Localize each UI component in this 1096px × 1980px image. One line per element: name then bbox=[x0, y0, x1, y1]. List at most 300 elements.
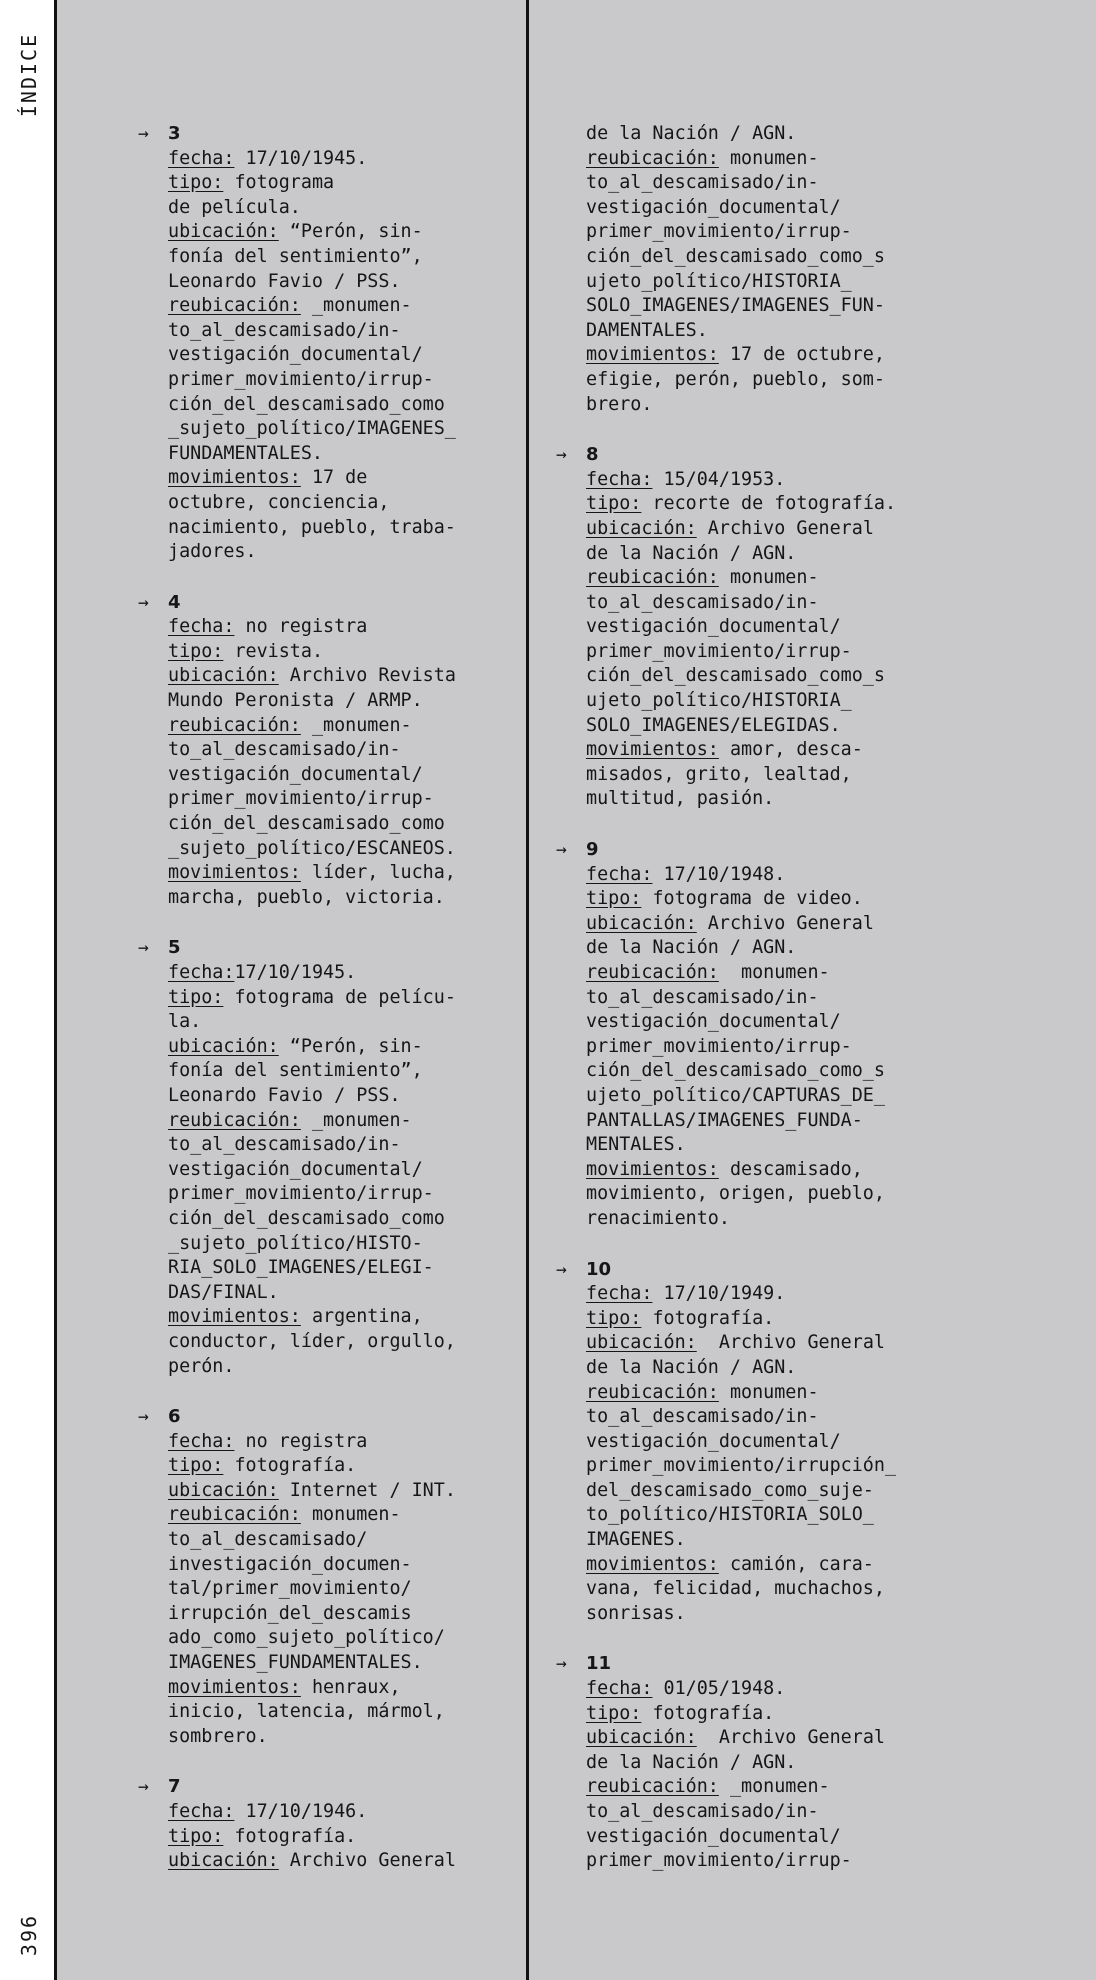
entry-line bbox=[138, 1281, 598, 1306]
field-value: del_descamisado_como_suje- bbox=[586, 1479, 874, 1501]
field-value: Leonardo Favio / PSS. bbox=[168, 270, 401, 292]
field-value: ción_del_descamisado_como_s bbox=[586, 245, 885, 267]
entry-line bbox=[556, 517, 1016, 542]
entry-line bbox=[556, 863, 1016, 888]
entry-line bbox=[138, 1528, 598, 1553]
field-value: IMAGENES. bbox=[586, 1529, 686, 1551]
entry-line bbox=[556, 1751, 1016, 1776]
field-value: 17/10/1946. bbox=[234, 1801, 368, 1822]
arrow-right-icon: → bbox=[138, 123, 149, 144]
entry-line bbox=[138, 986, 598, 1011]
entry-line bbox=[138, 1800, 598, 1825]
entry-line bbox=[556, 270, 1016, 295]
field-value: de la Nación / AGN. bbox=[586, 123, 797, 144]
entry-number: 5 bbox=[168, 937, 181, 959]
entry-line bbox=[138, 812, 598, 837]
entry-line bbox=[556, 393, 1016, 418]
field-label: reubicación: bbox=[168, 714, 301, 736]
entry-line bbox=[556, 319, 1016, 344]
index-entry bbox=[138, 591, 598, 911]
field-value: MENTALES. bbox=[586, 1134, 686, 1156]
index-entry bbox=[138, 1405, 598, 1749]
entry-line bbox=[138, 837, 598, 862]
entry-line bbox=[138, 196, 598, 221]
field-value: efigie, perón, pueblo, som- bbox=[586, 368, 885, 390]
entry-line bbox=[556, 1577, 1016, 1602]
entry-line bbox=[556, 689, 1016, 714]
entry-line bbox=[556, 1331, 1016, 1356]
field-label: reubicación: bbox=[168, 295, 301, 317]
entry-line bbox=[556, 122, 1016, 147]
field-value: ción_del_descamisado_como bbox=[168, 813, 445, 835]
arrow-right-icon: → bbox=[138, 591, 149, 613]
field-value: primer_movimiento/irrup- bbox=[586, 640, 852, 662]
entry-line bbox=[556, 1405, 1016, 1430]
index-column-right bbox=[556, 122, 1016, 1900]
field-value: _monumen- bbox=[300, 714, 412, 736]
entry-line bbox=[556, 1479, 1016, 1504]
field-value: 17/10/1945. bbox=[234, 962, 357, 983]
entry-line bbox=[556, 1381, 1016, 1406]
field-value: fotografía. bbox=[223, 1825, 357, 1847]
entry-line bbox=[138, 442, 598, 467]
entry-line bbox=[138, 1577, 598, 1602]
field-value: fotografía. bbox=[223, 1455, 357, 1477]
field-value: DAMENTALES. bbox=[586, 319, 708, 341]
field-value: descamisado, bbox=[718, 1158, 863, 1180]
field-value: misados, grito, lealtad, bbox=[586, 763, 852, 785]
arrow-right-icon: → bbox=[138, 937, 149, 959]
field-value: vestigación_documental/ bbox=[168, 344, 423, 366]
field-value: FUNDAMENTALES. bbox=[168, 442, 324, 464]
entry-line bbox=[556, 1133, 1016, 1158]
field-value: Archivo General bbox=[696, 1727, 885, 1749]
field-value: ado_como_sujeto_político/ bbox=[168, 1627, 445, 1649]
entry-line bbox=[556, 1109, 1016, 1134]
field-value: vestigación_documental/ bbox=[168, 1158, 423, 1180]
arrow-right-icon: → bbox=[556, 1258, 567, 1280]
entry-line bbox=[556, 787, 1016, 812]
entry-line bbox=[138, 1232, 598, 1257]
entry-line bbox=[556, 591, 1016, 616]
field-value: 17 de octubre, bbox=[718, 344, 885, 366]
entry-line bbox=[138, 147, 598, 172]
field-value: ción_del_descamisado_como_s bbox=[586, 1060, 885, 1082]
field-label: fecha: bbox=[586, 468, 653, 490]
entry-line bbox=[556, 368, 1016, 393]
entry-heading bbox=[556, 838, 1016, 863]
field-value: de película. bbox=[168, 196, 301, 218]
entry-line bbox=[556, 171, 1016, 196]
field-value: _monumen- bbox=[300, 1109, 412, 1131]
entry-line bbox=[138, 1330, 598, 1355]
entry-line bbox=[138, 294, 598, 319]
field-value: 17/10/1945. bbox=[234, 147, 368, 169]
field-value: ujeto_político/HISTORIA_ bbox=[586, 270, 852, 292]
field-value: to_al_descamisado/in- bbox=[586, 986, 819, 1008]
entry-heading bbox=[138, 936, 598, 961]
field-value: primer_movimiento/irrup- bbox=[168, 1183, 434, 1205]
field-value: DAS/FINAL. bbox=[168, 1281, 279, 1303]
field-label: tipo: bbox=[586, 1702, 642, 1724]
field-value: to_al_descamisado/in- bbox=[168, 319, 401, 341]
field-value: SOLO_IMAGENES/ELEGIDAS. bbox=[586, 714, 841, 736]
entry-number: 4 bbox=[168, 591, 181, 613]
entry-line bbox=[556, 1084, 1016, 1109]
field-value: vestigación_documental/ bbox=[586, 196, 841, 218]
field-value: PANTALLAS/IMAGENES_FUNDA- bbox=[586, 1109, 863, 1131]
field-value: vestigación_documental/ bbox=[586, 1430, 841, 1452]
entry-line bbox=[138, 689, 598, 714]
field-value: fotograma de video. bbox=[641, 888, 863, 910]
field-value: to_al_descamisado/in- bbox=[586, 1406, 819, 1428]
index-entry bbox=[138, 1775, 598, 1873]
entry-line bbox=[556, 343, 1016, 368]
entry-line bbox=[556, 936, 1016, 961]
field-value: primer_movimiento/irrup- bbox=[586, 1850, 852, 1872]
entry-line bbox=[556, 1800, 1016, 1825]
field-value: recorte de fotografía. bbox=[641, 493, 897, 515]
entry-line bbox=[556, 1307, 1016, 1332]
entry-line bbox=[556, 1602, 1016, 1627]
index-entry bbox=[556, 1258, 1016, 1627]
field-label: movimientos: bbox=[168, 1306, 301, 1328]
field-label: movimientos: bbox=[586, 1553, 719, 1575]
field-label: reubicación: bbox=[168, 1109, 301, 1131]
field-value: to_al_descamisado/in- bbox=[168, 739, 401, 761]
entry-line bbox=[556, 1702, 1016, 1727]
field-label: tipo: bbox=[586, 1307, 642, 1329]
index-column-left bbox=[138, 122, 598, 1900]
entry-line bbox=[138, 615, 598, 640]
field-label: ubicación: bbox=[586, 1332, 697, 1354]
field-value: amor, desca- bbox=[718, 739, 863, 761]
entry-line bbox=[138, 1849, 598, 1874]
entry-line bbox=[138, 466, 598, 491]
entry-heading bbox=[556, 443, 1016, 468]
entry-line bbox=[138, 1305, 598, 1330]
entry-line bbox=[556, 542, 1016, 567]
entry-line bbox=[138, 1084, 598, 1109]
field-label: reubicación: bbox=[586, 1381, 719, 1403]
field-value: perón. bbox=[168, 1355, 235, 1377]
field-value: SOLO_IMAGENES/IMAGENES_FUN- bbox=[586, 295, 885, 317]
field-value: ujeto_político/CAPTURAS_DE_ bbox=[586, 1084, 885, 1106]
field-value: investigación_documen- bbox=[168, 1553, 412, 1575]
field-value: to_al_descamisado/in- bbox=[586, 591, 819, 613]
entry-line bbox=[556, 1430, 1016, 1455]
field-value: ción_del_descamisado_como bbox=[168, 393, 445, 415]
entry-line bbox=[138, 1256, 598, 1281]
field-label: movimientos: bbox=[586, 1158, 719, 1180]
field-value: octubre, conciencia, bbox=[168, 491, 390, 513]
field-value: 01/05/1948. bbox=[652, 1678, 786, 1700]
entry-line bbox=[138, 220, 598, 245]
entry-line bbox=[138, 1503, 598, 1528]
entry-line bbox=[138, 516, 598, 541]
field-value: to_al_descamisado/in- bbox=[586, 172, 819, 194]
field-value: monumen- bbox=[718, 567, 819, 589]
entry-line bbox=[556, 763, 1016, 788]
entry-line bbox=[138, 171, 598, 196]
field-label: movimientos: bbox=[586, 344, 719, 366]
entry-line bbox=[138, 270, 598, 295]
field-value: sombrero. bbox=[168, 1725, 268, 1747]
entry-number: 7 bbox=[168, 1776, 181, 1798]
index-entry bbox=[556, 122, 1016, 417]
field-value: Archivo General bbox=[278, 1850, 456, 1872]
arrow-right-icon: → bbox=[138, 1776, 149, 1798]
entry-line bbox=[556, 245, 1016, 270]
field-value: argentina, bbox=[300, 1306, 423, 1328]
entry-line bbox=[138, 1430, 598, 1455]
entry-line bbox=[138, 1109, 598, 1134]
field-value: primer_movimiento/irrup- bbox=[586, 1035, 852, 1057]
entry-line bbox=[138, 1158, 598, 1183]
field-value: Mundo Peronista / ARMP. bbox=[168, 690, 423, 712]
index-entry bbox=[556, 443, 1016, 812]
field-value: multitud, pasión. bbox=[586, 788, 775, 810]
field-value: no registra bbox=[234, 1430, 368, 1452]
field-label: ubicación: bbox=[168, 1479, 279, 1501]
field-label: ubicación: bbox=[168, 221, 279, 243]
field-value: de la Nación / AGN. bbox=[586, 1751, 797, 1773]
entry-line bbox=[138, 664, 598, 689]
field-label: ubicación: bbox=[168, 665, 279, 687]
field-value: _sujeto_político/ESCANEOS. bbox=[168, 837, 456, 859]
field-label: reubicación: bbox=[586, 147, 719, 169]
field-value: sonrisas. bbox=[586, 1602, 686, 1624]
field-label: ubicación: bbox=[586, 1727, 697, 1749]
entry-line bbox=[138, 1651, 598, 1676]
field-label: tipo: bbox=[168, 1455, 224, 1477]
entry-line bbox=[556, 1553, 1016, 1578]
entry-line bbox=[556, 566, 1016, 591]
entry-heading bbox=[556, 1258, 1016, 1283]
field-value: camión, cara- bbox=[718, 1553, 874, 1575]
field-value: fotograma bbox=[223, 172, 335, 194]
field-value: nacimiento, pueblo, traba- bbox=[168, 516, 456, 538]
field-value: primer_movimiento/irrupción_ bbox=[586, 1455, 897, 1477]
field-value: fotografía. bbox=[641, 1307, 775, 1329]
field-value: 17/10/1949. bbox=[652, 1283, 786, 1305]
entry-line bbox=[138, 245, 598, 270]
entry-line bbox=[556, 640, 1016, 665]
field-label: reubicación: bbox=[586, 567, 719, 589]
field-label: fecha: bbox=[168, 147, 235, 169]
entry-line bbox=[556, 1035, 1016, 1060]
field-value: marcha, pueblo, victoria. bbox=[168, 886, 445, 908]
field-label: ubicación: bbox=[586, 912, 697, 934]
field-value: Archivo General bbox=[696, 517, 874, 539]
entry-line bbox=[138, 763, 598, 788]
index-entry bbox=[138, 936, 598, 1379]
entry-number: 11 bbox=[586, 1653, 612, 1675]
entry-line bbox=[138, 1479, 598, 1504]
field-label: tipo: bbox=[168, 640, 224, 662]
entry-line bbox=[556, 492, 1016, 517]
entry-line bbox=[556, 1182, 1016, 1207]
field-value: Archivo Revista bbox=[278, 665, 456, 687]
left-divider bbox=[54, 0, 57, 1980]
field-value: RIA_SOLO_IMAGENES/ELEGI- bbox=[168, 1257, 434, 1279]
field-label: fecha: bbox=[168, 616, 235, 638]
field-value: la. bbox=[168, 1011, 202, 1033]
field-value: primer_movimiento/irrup- bbox=[586, 221, 852, 243]
entry-line bbox=[556, 1454, 1016, 1479]
entry-line bbox=[556, 615, 1016, 640]
field-value: primer_movimiento/irrup- bbox=[168, 788, 434, 810]
field-value: “Perón, sin- bbox=[278, 1035, 423, 1057]
field-value: líder, lucha, bbox=[300, 862, 456, 884]
entry-line bbox=[138, 1454, 598, 1479]
entry-line bbox=[556, 664, 1016, 689]
field-value: primer_movimiento/irrup- bbox=[168, 368, 434, 390]
entry-line bbox=[556, 714, 1016, 739]
entry-line bbox=[556, 196, 1016, 221]
entry-number: 6 bbox=[168, 1406, 181, 1428]
field-value: fonía del sentimiento”, bbox=[168, 245, 423, 267]
field-label: ubicación: bbox=[168, 1035, 279, 1057]
entry-line bbox=[138, 1676, 598, 1701]
field-value: ción_del_descamisado_como_s bbox=[586, 665, 885, 687]
field-value: renacimiento. bbox=[586, 1207, 730, 1229]
entry-heading bbox=[138, 122, 598, 147]
entry-line bbox=[138, 319, 598, 344]
entry-line bbox=[556, 1282, 1016, 1307]
field-label: tipo: bbox=[586, 888, 642, 910]
field-label: movimientos: bbox=[586, 739, 719, 761]
entry-heading bbox=[138, 1405, 598, 1430]
entry-number: 3 bbox=[168, 123, 181, 144]
entry-line bbox=[138, 1355, 598, 1380]
field-value: fotograma de pelícu- bbox=[223, 986, 456, 1008]
section-label: ÍNDICE bbox=[17, 32, 41, 118]
entry-line bbox=[138, 1133, 598, 1158]
entry-line bbox=[138, 738, 598, 763]
page-number: 396 bbox=[17, 1913, 41, 1957]
entry-line bbox=[138, 540, 598, 565]
arrow-right-icon: → bbox=[556, 1653, 567, 1675]
field-label: tipo: bbox=[168, 1825, 224, 1847]
field-label: movimientos: bbox=[168, 1676, 301, 1698]
field-value: _sujeto_político/IMAGENES_ bbox=[168, 418, 456, 440]
entry-heading bbox=[138, 1775, 598, 1800]
field-value: 17 de bbox=[300, 467, 368, 489]
field-value: monumen- bbox=[718, 962, 830, 983]
entry-number: 9 bbox=[586, 839, 599, 861]
field-value: to_al_descamisado/in- bbox=[586, 1801, 819, 1822]
field-value: Internet / INT. bbox=[278, 1479, 456, 1501]
field-value: monumen- bbox=[300, 1504, 401, 1526]
field-value: movimiento, origen, pueblo, bbox=[586, 1183, 885, 1205]
field-label: movimientos: bbox=[168, 862, 301, 884]
field-value: vestigación_documental/ bbox=[586, 1011, 841, 1033]
field-value: fonía del sentimiento”, bbox=[168, 1060, 423, 1082]
entry-line bbox=[138, 640, 598, 665]
field-value: tal/primer_movimiento/ bbox=[168, 1578, 412, 1600]
field-value: _monumen- bbox=[300, 295, 412, 317]
entry-line bbox=[138, 886, 598, 911]
entry-line bbox=[556, 986, 1016, 1011]
index-entry bbox=[556, 1652, 1016, 1873]
field-value: revista. bbox=[223, 640, 324, 662]
arrow-right-icon: → bbox=[556, 839, 567, 861]
entry-line bbox=[556, 220, 1016, 245]
field-value: henraux, bbox=[300, 1676, 401, 1698]
entry-line bbox=[138, 1626, 598, 1651]
entry-line bbox=[556, 1825, 1016, 1850]
entry-line bbox=[556, 1775, 1016, 1800]
field-value: irrupción_del_descamis bbox=[168, 1602, 412, 1624]
field-value: inicio, latencia, mármol, bbox=[168, 1701, 445, 1723]
field-value: IMAGENES_FUNDAMENTALES. bbox=[168, 1652, 423, 1674]
field-value: monumen- bbox=[718, 147, 819, 169]
field-value: to_al_descamisado/ bbox=[168, 1529, 368, 1551]
entry-line bbox=[138, 1700, 598, 1725]
field-label: tipo: bbox=[168, 986, 224, 1008]
entry-line bbox=[556, 1677, 1016, 1702]
entry-line bbox=[556, 1726, 1016, 1751]
field-value: vana, felicidad, muchachos, bbox=[586, 1578, 885, 1600]
field-value: Leonardo Favio / PSS. bbox=[168, 1084, 401, 1106]
field-value: vestigación_documental/ bbox=[168, 763, 423, 785]
field-label: ubicación: bbox=[168, 1850, 279, 1872]
entry-line bbox=[556, 961, 1016, 986]
field-value: 17/10/1948. bbox=[652, 863, 786, 885]
entry-line bbox=[556, 294, 1016, 319]
field-value: Archivo General bbox=[696, 1332, 885, 1354]
entry-line bbox=[556, 1010, 1016, 1035]
field-label: fecha: bbox=[168, 1430, 235, 1452]
entry-line bbox=[138, 787, 598, 812]
field-value: _monumen- bbox=[718, 1776, 830, 1798]
field-value: vestigación_documental/ bbox=[586, 616, 841, 638]
entry-line bbox=[138, 1602, 598, 1627]
field-value: no registra bbox=[234, 616, 368, 638]
entry-line bbox=[556, 912, 1016, 937]
field-label: fecha: bbox=[168, 1801, 235, 1822]
field-label: fecha: bbox=[168, 962, 235, 983]
entry-line bbox=[138, 1059, 598, 1084]
field-value: de la Nación / AGN. bbox=[586, 542, 797, 564]
entry-heading bbox=[138, 591, 598, 616]
field-label: ubicación: bbox=[586, 517, 697, 539]
entry-line bbox=[138, 1825, 598, 1850]
entry-line bbox=[138, 1553, 598, 1578]
entry-line bbox=[556, 1059, 1016, 1084]
field-label: tipo: bbox=[168, 172, 224, 194]
field-label: reubicación: bbox=[586, 1776, 719, 1798]
arrow-right-icon: → bbox=[138, 1406, 149, 1428]
arrow-right-icon: → bbox=[556, 444, 567, 466]
field-value: ción_del_descamisado_como bbox=[168, 1207, 445, 1229]
entry-line bbox=[556, 1356, 1016, 1381]
entry-line bbox=[138, 861, 598, 886]
entry-line bbox=[556, 738, 1016, 763]
field-value: de la Nación / AGN. bbox=[586, 1356, 797, 1378]
field-label: fecha: bbox=[586, 1678, 653, 1700]
entry-line bbox=[138, 1182, 598, 1207]
field-label: fecha: bbox=[586, 863, 653, 885]
entry-line bbox=[556, 1207, 1016, 1232]
field-value: ujeto_político/HISTORIA_ bbox=[586, 690, 852, 712]
entry-number: 8 bbox=[586, 444, 599, 466]
entry-line bbox=[556, 147, 1016, 172]
entry-line bbox=[138, 1207, 598, 1232]
field-value: vestigación_documental/ bbox=[586, 1825, 841, 1847]
field-value: de la Nación / AGN. bbox=[586, 937, 797, 959]
